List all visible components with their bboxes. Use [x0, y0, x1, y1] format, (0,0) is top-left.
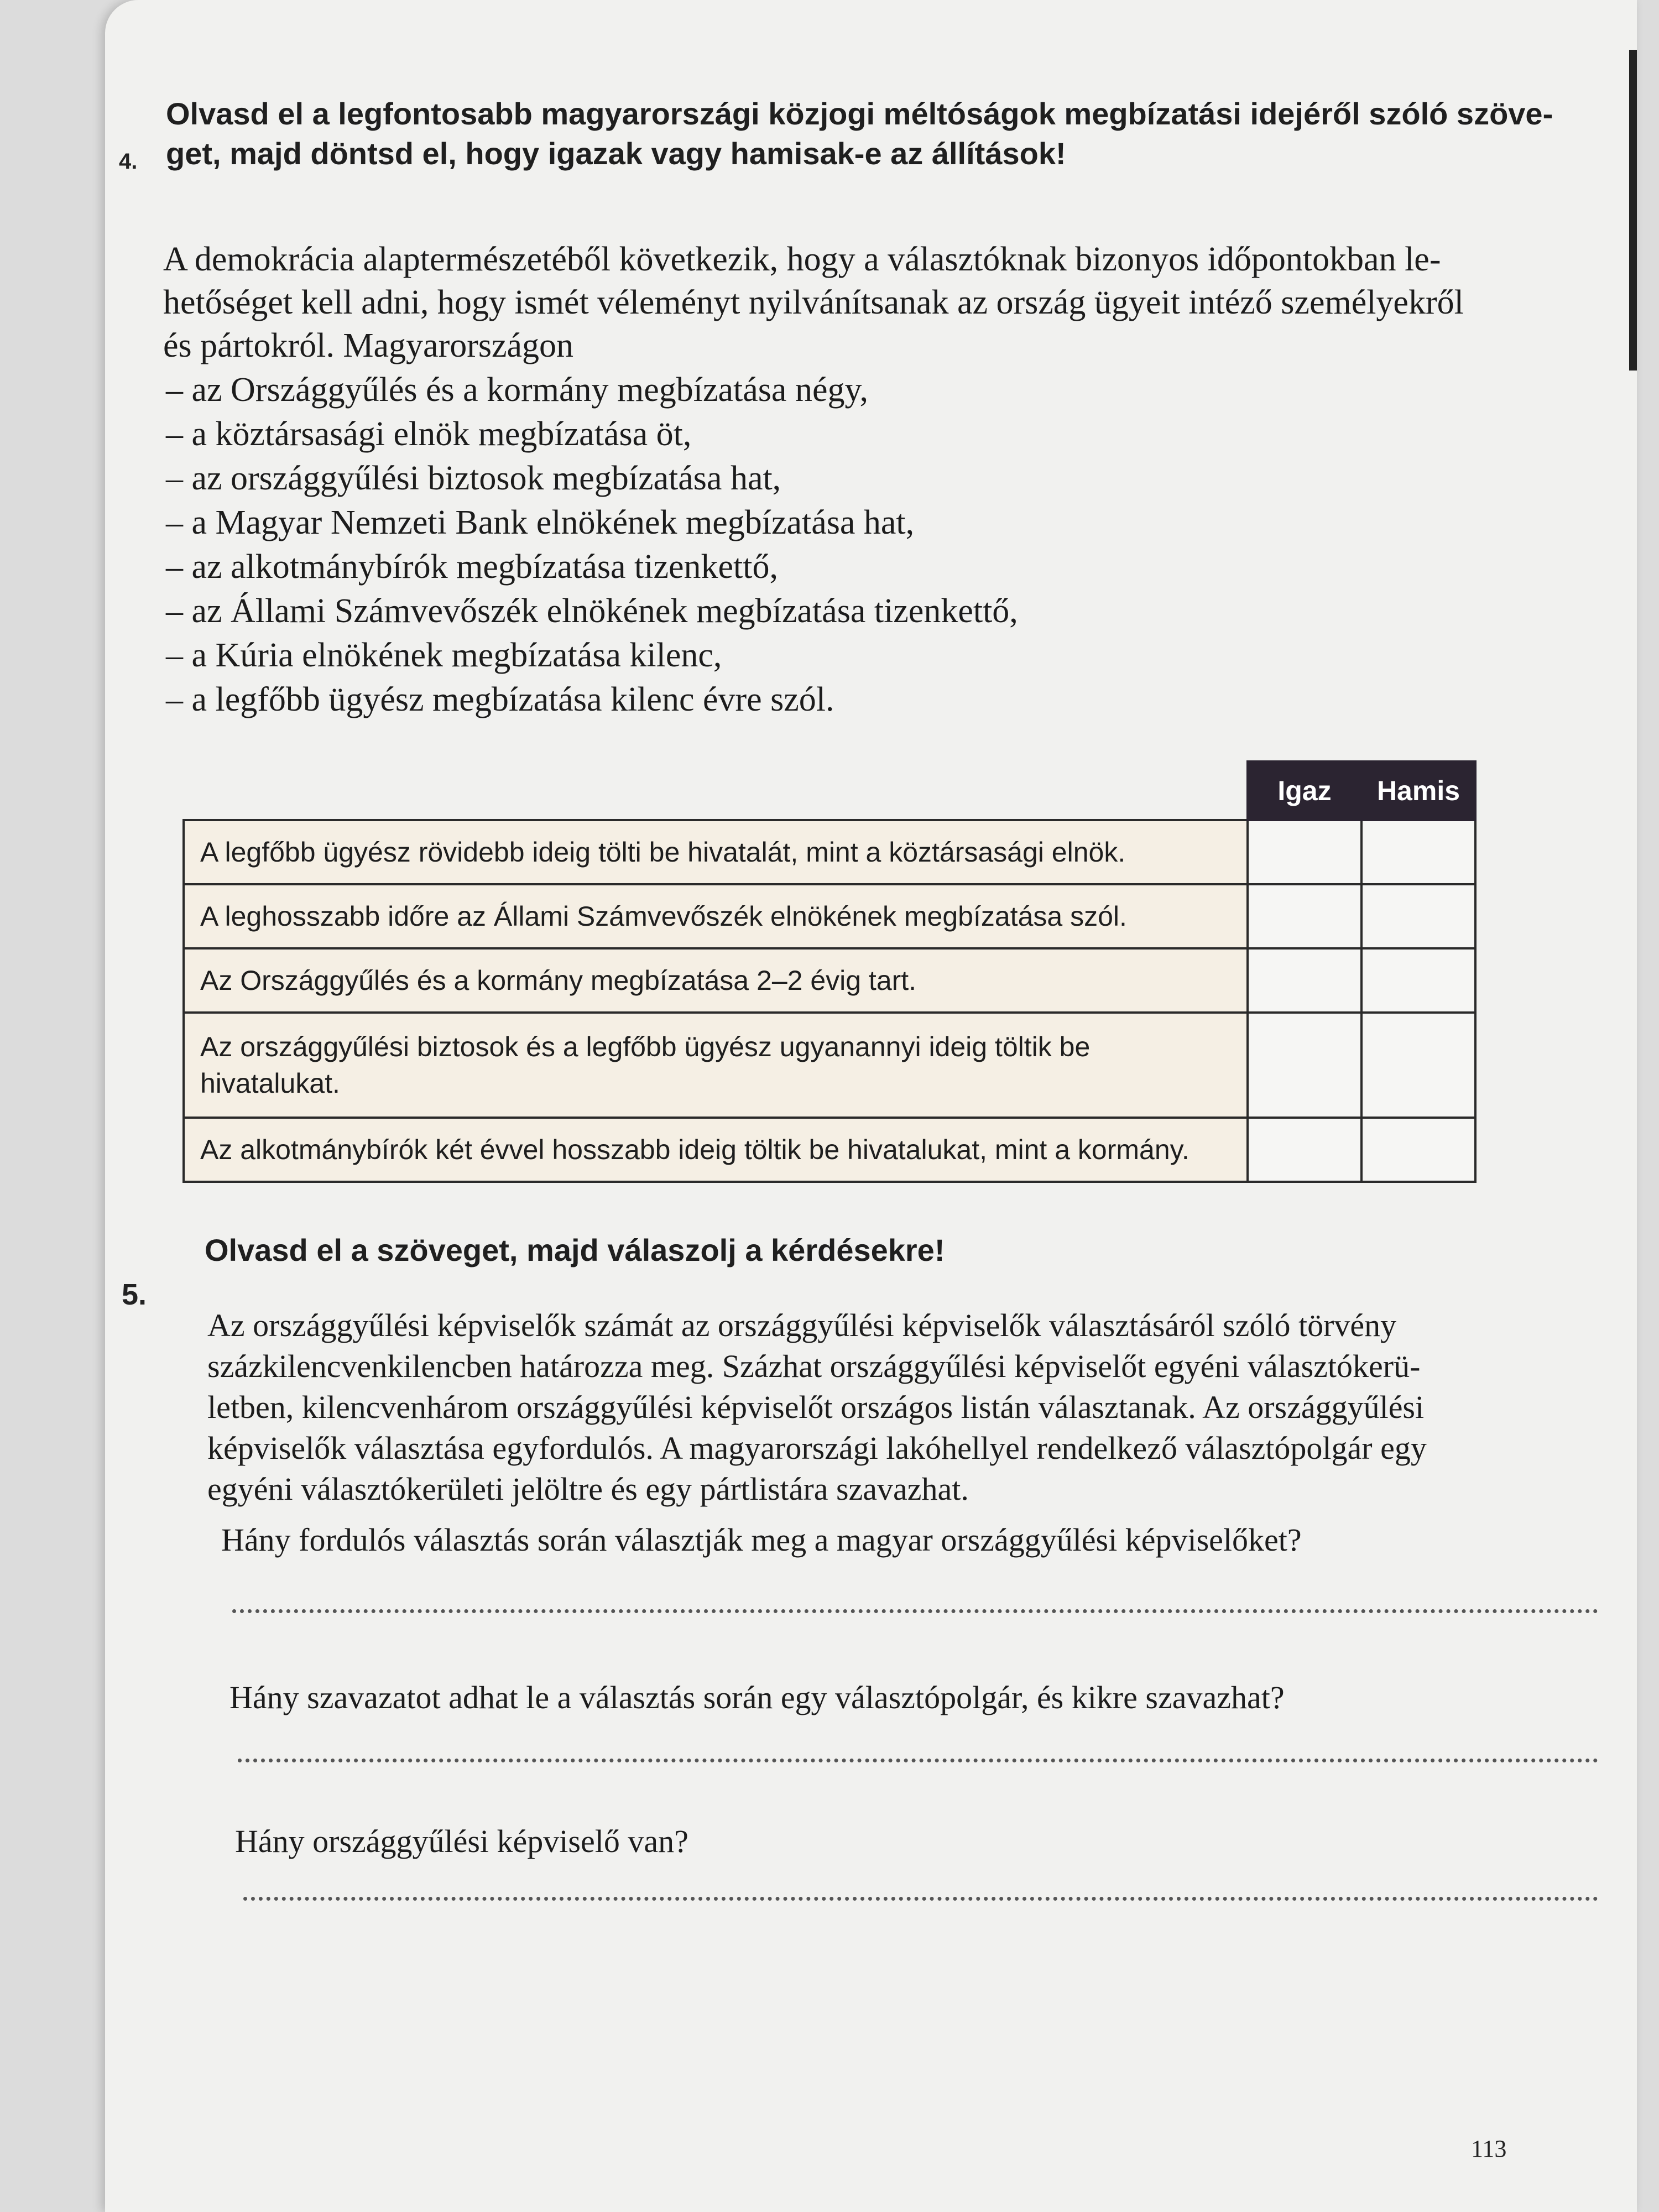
statement: A leghosszabb időre az Állami Számvevőszék elnökének megbízatása szól.: [184, 884, 1248, 948]
text-line-2: százkilencvenkilencben határozza meg. Százhat országgyűlési képviselőt egyéni választókerü-: [207, 1348, 1421, 1384]
exercise-4-number: 4.: [119, 149, 138, 174]
page-number: 113: [1471, 2135, 1507, 2162]
intro-line-1: A demokrácia alaptermészetéből következik, hogy a választóknak bizonyos időpontokban le-: [163, 241, 1441, 278]
statement: Az alkotmánybírók két évvel hosszabb ideig töltik be hivatalukat, mint a kormány.: [184, 1118, 1248, 1182]
term-item: – a köztársasági elnök megbízatása öt,: [166, 412, 1018, 456]
term-item: – a legfőbb ügyész megbízatása kilenc évre szól.: [166, 677, 1018, 722]
question-1: Hány fordulós választás során választják meg a magyar országgyűlési képviselőket?: [221, 1522, 1302, 1558]
table-row: [184, 884, 1475, 948]
exercise-4-title: [166, 94, 1615, 174]
table-row: [184, 820, 1475, 884]
statement: Az Országgyűlés és a kormány megbízatása 2–2 évig tart.: [184, 948, 1248, 1013]
table-row: [184, 948, 1475, 1013]
column-igaz: Igaz: [1248, 761, 1361, 820]
hamis-answer-cell[interactable]: [1361, 1013, 1475, 1118]
text-line-4: képviselők választása egyfordulós. A magyarországi lakóhellyel rendelkező választópolgár egy: [207, 1430, 1427, 1466]
term-item: – az országgyűlési biztosok megbízatása hat,: [166, 456, 1018, 500]
column-hamis: Hamis: [1361, 761, 1475, 820]
statement: A legfőbb ügyész rövidebb ideig tölti be hivatalát, mint a köztársasági elnök.: [184, 820, 1248, 884]
exercise-5-title: Olvasd el a szöveget, majd válaszolj a kérdésekre!: [205, 1233, 945, 1267]
exercise-4-title-line2: get, majd döntsd el, hogy igazak vagy hamisak-e az állítások!: [166, 136, 1066, 171]
text-line-1: Az országgyűlési képviselők számát az országgyűlési képviselők választásáról szóló törvény: [207, 1307, 1397, 1343]
igaz-answer-cell[interactable]: [1248, 884, 1361, 948]
table-row: [184, 1118, 1475, 1182]
hamis-answer-cell[interactable]: [1361, 1118, 1475, 1182]
igaz-answer-cell[interactable]: [1248, 1118, 1361, 1182]
hamis-answer-cell[interactable]: [1361, 884, 1475, 948]
binding-shadow: [1629, 50, 1637, 371]
igaz-answer-cell[interactable]: [1248, 1013, 1361, 1118]
igaz-answer-cell[interactable]: [1248, 820, 1361, 884]
true-false-table: [182, 760, 1477, 1183]
intro-line-3: és pártokról. Magyarországon: [163, 327, 574, 364]
exercise-5-number: 5.: [122, 1278, 147, 1311]
text-line-3: letben, kilencvenhárom országgyűlési képviselőt országos listán választanak. Az országgyűlési: [207, 1389, 1425, 1425]
answer-line-3[interactable]: [243, 1897, 1598, 1901]
question-3: Hány országgyűlési képviselő van?: [235, 1823, 688, 1859]
question-2: Hány szavazatot adhat le a választás során egy választópolgár, és kikre szavazhat?: [229, 1679, 1285, 1715]
term-item: – az Állami Számvevőszék elnökének megbízatása tizenkettő,: [166, 589, 1018, 633]
term-item: – az Országgyűlés és a kormány megbízatása négy,: [166, 368, 1018, 412]
exercise-4-title-line1: Olvasd el a legfontosabb magyarországi közjogi méltóságok megbízatási idejéről szóló szöve-: [166, 96, 1553, 131]
term-list: [166, 368, 1018, 722]
term-item: – a Kúria elnökének megbízatása kilenc,: [166, 633, 1018, 677]
term-item: – az alkotmánybírók megbízatása tizenkettő,: [166, 545, 1018, 589]
intro-line-2: hetőséget kell adni, hogy ismét véleményt nyilvánítsanak az ország ügyeit intéző személyekről: [163, 284, 1464, 321]
table-row: [184, 1013, 1475, 1118]
textbook-page: [105, 0, 1637, 2212]
exercise-5-text: [207, 1305, 1612, 1510]
text-line-5: egyéni választókerületi jelöltre és egy pártlistára szavazhat.: [207, 1471, 969, 1507]
hamis-answer-cell[interactable]: [1361, 820, 1475, 884]
exercise-4-intro: [163, 238, 1612, 367]
term-item: – a Magyar Nemzeti Bank elnökének megbízatása hat,: [166, 500, 1018, 545]
igaz-answer-cell[interactable]: [1248, 948, 1361, 1013]
hamis-answer-cell[interactable]: [1361, 948, 1475, 1013]
answer-line-1[interactable]: [232, 1609, 1598, 1613]
statement: Az országgyűlési biztosok és a legfőbb ügyész ugyanannyi ideig töltik be hivatalukat.: [184, 1013, 1248, 1118]
answer-line-2[interactable]: [238, 1759, 1598, 1762]
